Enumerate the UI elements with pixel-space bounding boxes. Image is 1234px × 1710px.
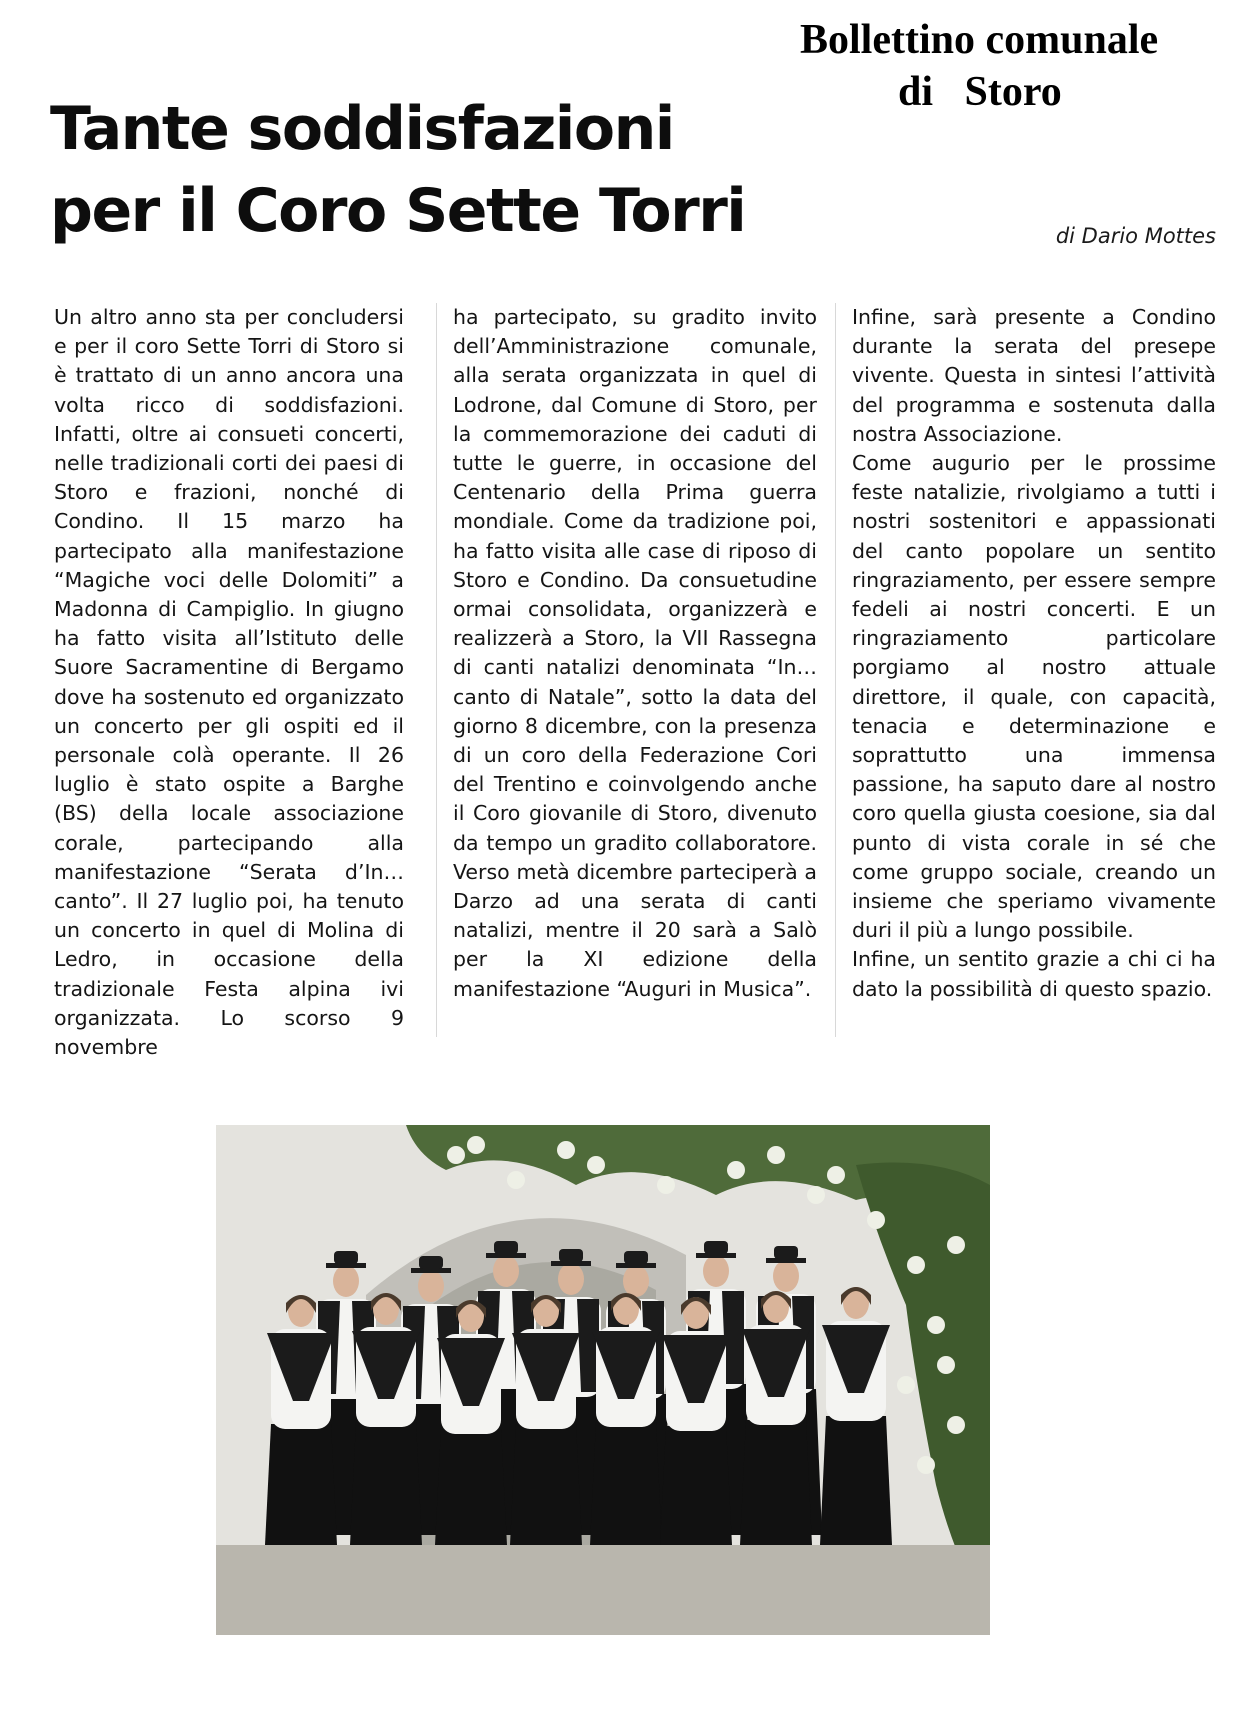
blossom-cluster bbox=[727, 1161, 745, 1179]
blossom-cluster bbox=[907, 1256, 925, 1274]
blossom-cluster bbox=[807, 1186, 825, 1204]
column-divider-2 bbox=[835, 303, 836, 1037]
masthead bbox=[800, 14, 1220, 118]
column-3-paragraph-1: Infine, sarà presente a Condino durante la serata del presepe vivente. Questa in sintesi l’attività del programma e sostenuta dalla nostra Associazione. bbox=[852, 305, 1216, 446]
choir-member-woman bbox=[590, 1293, 662, 1545]
blossom-cluster bbox=[947, 1416, 965, 1434]
choir-photo bbox=[216, 1125, 990, 1635]
column-divider-1 bbox=[436, 303, 437, 1037]
masthead-line-2: di Storo bbox=[898, 69, 1062, 115]
column-3-paragraph-2: Come augurio per le prossime feste natalizie, rivolgiamo a tutti i nostri sostenitori e appassionati del canto popolare un sentito ringraziamento, per essere sempre fedeli ai nostri concerti. E un ringraziamento particolare porgiamo al nostro attuale direttore, il quale, con capacità, tenacia e determinazione e soprattutto una immensa passione, ha saputo dare al nostro coro quella giusta coesione, sia dal punto di vista corale in sé che come gruppo sociale, creando un insieme che speriamo vivamente duri il più a lungo possibile. bbox=[852, 451, 1216, 943]
masthead-line-1: Bollettino comunale bbox=[800, 17, 1159, 63]
column-2-text: ha partecipato, su gradito invito dell’Amministrazione comunale, alla serata organizzata in quel di Lodrone, dal Comune di Storo, per la commemorazione dei caduti di tutte le guerre, in occasione del Centenario della Prima guerra mondiale. Come da tradizione poi, ha fatto visita alle case di riposo di Storo e Condino. Da consuetudine ormai consolidata, organizzerà e realizzerà a Storo, la VII Rassegna di canti natalizi denominata “In…canto di Natale”, sotto la data del giorno 8 dicembre, con la presenza di un coro della Federazione Cori del Trentino e coinvolgendo anche il Coro giovanile di Storo, divenuto da tempo un gradito collaboratore. Verso metà dicembre parteciperà a Darzo ad una serata di canti natalizi, mentre il 20 sarà a Salò per la XI edizione della manifestazione “Auguri in Musica”. bbox=[453, 305, 817, 1001]
blossom-cluster bbox=[827, 1166, 845, 1184]
choir-member-woman bbox=[820, 1287, 892, 1545]
blossom-cluster bbox=[657, 1176, 675, 1194]
article-column-1 bbox=[54, 303, 404, 1062]
column-3-paragraph-3: Infine, un sentito grazie a chi ci ha dato la possibilità di questo spazio. bbox=[852, 947, 1216, 1001]
photo-ground bbox=[216, 1545, 990, 1635]
blossom-cluster bbox=[447, 1146, 465, 1164]
headline-line-1: Tante soddisfazioni bbox=[50, 94, 674, 164]
blossom-cluster bbox=[867, 1211, 885, 1229]
blossom-cluster bbox=[917, 1456, 935, 1474]
article-byline: di Dario Mottes bbox=[1055, 224, 1216, 248]
blossom-cluster bbox=[947, 1236, 965, 1254]
blossom-cluster bbox=[767, 1146, 785, 1164]
blossom-cluster bbox=[927, 1316, 945, 1334]
choir-member-woman bbox=[350, 1293, 422, 1545]
choir-member-woman bbox=[740, 1291, 812, 1545]
article-column-3 bbox=[852, 303, 1216, 1004]
blossom-cluster bbox=[507, 1171, 525, 1189]
article-column-2 bbox=[453, 303, 817, 1004]
blossom-cluster bbox=[467, 1136, 485, 1154]
blossom-cluster bbox=[557, 1141, 575, 1159]
blossom-cluster bbox=[587, 1156, 605, 1174]
blossom-cluster bbox=[897, 1376, 915, 1394]
choir-member-woman bbox=[510, 1295, 582, 1545]
choir-photo-illustration bbox=[216, 1125, 990, 1635]
blossom-cluster bbox=[937, 1356, 955, 1374]
headline-line-2: per il Coro Sette Torri bbox=[50, 176, 746, 246]
choir-member-woman bbox=[265, 1295, 337, 1545]
article-headline bbox=[50, 88, 830, 252]
column-1-text: Un altro anno sta per concludersi e per il coro Sette Torri di Storo si è trattato di un anno ancora una volta ricco di soddisfazioni. Infatti, oltre ai consueti concerti, nelle tradizionali corti dei paesi di Storo e frazioni, nonché di Condino. Il 15 marzo ha partecipato alla manifestazione “Magiche voci delle Dolomiti” a Madonna di Campiglio. In giugno ha fatto visita all’Istituto delle Suore Sacramentine di Bergamo dove ha sostenuto ed organizzato un concerto per gli ospiti ed il personale colà operante. Il 26 luglio è stato ospite a Barghe (BS) della locale associazione corale, partecipando alla manifestazione “Serata d’In… canto”. Il 27 luglio poi, ha tenuto un concerto in quel di Molina di Ledro, in occasione della tradizionale Festa alpina ivi organizzata. Lo scorso 9 novembre bbox=[54, 305, 404, 1060]
